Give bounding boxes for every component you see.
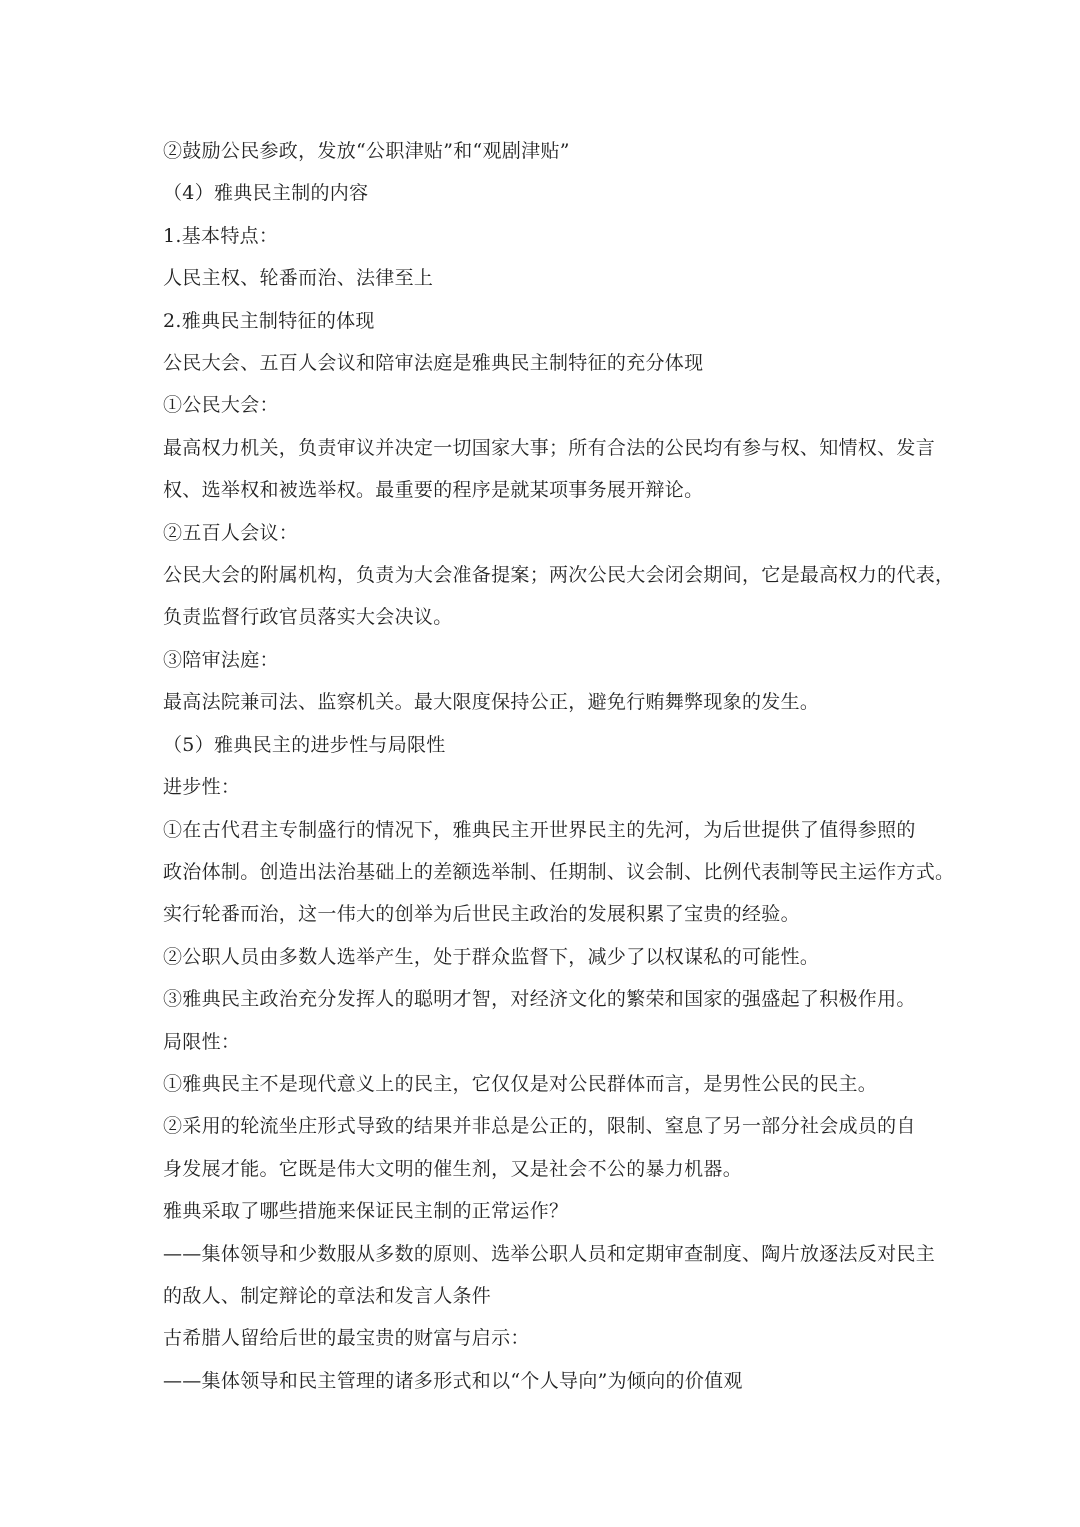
text-line: ②鼓励公民参政，发放“公职津贴”和“观剧津贴” [163, 140, 570, 162]
text-line: 公民大会的附属机构，负责为大会准备提案；两次公民大会闭会期间，它是最高权力的代表， [163, 564, 955, 587]
text-line: ①雅典民主不是现代意义上的民主，它仅仅是对公民群体而言，是男性公民的民主。 [163, 1072, 878, 1095]
subheading: 2.雅典民主制特征的体现 [163, 309, 375, 332]
text-line: ②采用的轮流坐庄形式导致的结果并非总是公正的，限制、窒息了另一部分社会成员的自 [163, 1115, 916, 1138]
question-line: 雅典采取了哪些措施来保证民主制的正常运作？ [163, 1200, 569, 1223]
text-line: ③雅典民主政治充分发挥人的聪明才智，对经济文化的繁荣和国家的强盛起了积极作用。 [163, 988, 916, 1011]
answer-line: 的敌人、制定辩论的章法和发言人条件 [163, 1284, 492, 1307]
text-line: 人民主权、轮番而治、法律至上 [163, 267, 434, 290]
section-heading: （5）雅典民主的进步性与局限性 [163, 733, 446, 756]
answer-line: ——集体领导和民主管理的诸多形式和以“个人导向”为倾向的价值观 [163, 1369, 743, 1392]
text-line: 实行轮番而治，这一伟大的创举为后世民主政治的发展积累了宝贵的经验。 [163, 903, 800, 926]
subheading: ①公民大会： [163, 394, 279, 417]
text-line: 政治体制。创造出法治基础上的差额选举制、任期制、议会制、比例代表制等民主运作方式。 [163, 860, 955, 883]
section-heading: （4）雅典民主制的内容 [163, 182, 369, 205]
text-line: 身发展才能。它既是伟大文明的催生剂，又是社会不公的暴力机器。 [163, 1157, 743, 1180]
document-page [163, 130, 955, 1402]
text-line: ①在古代君主专制盛行的情况下，雅典民主开世界民主的先河，为后世提供了值得参照的 [163, 818, 916, 841]
subheading: 1.基本特点： [163, 224, 279, 247]
text-line: 权、选举权和被选举权。最重要的程序是就某项事务展开辩论。 [163, 479, 704, 502]
text-line: 最高权力机关，负责审议并决定一切国家大事；所有合法的公民均有参与权、知情权、发言 [163, 436, 936, 459]
question-line: 古希腊人留给后世的最宝贵的财富与启示： [163, 1327, 530, 1350]
text-line: ②公职人员由多数人选举产生，处于群众监督下，减少了以权谋私的可能性。 [163, 945, 820, 968]
text-line: 公民大会、五百人会议和陪审法庭是雅典民主制特征的充分体现 [163, 352, 704, 375]
subheading: ②五百人会议： [163, 521, 299, 544]
answer-line: ——集体领导和少数服从多数的原则、选举公职人员和定期审查制度、陶片放逐法反对民主 [163, 1242, 936, 1265]
subheading: ③陪审法庭： [163, 648, 279, 671]
subheading: 进步性： [163, 776, 241, 799]
text-line: 负责监督行政官员落实大会决议。 [163, 606, 453, 629]
subheading: 局限性： [163, 1030, 241, 1053]
text-line: 最高法院兼司法、监察机关。最大限度保持公正，避免行贿舞弊现象的发生。 [163, 691, 820, 714]
